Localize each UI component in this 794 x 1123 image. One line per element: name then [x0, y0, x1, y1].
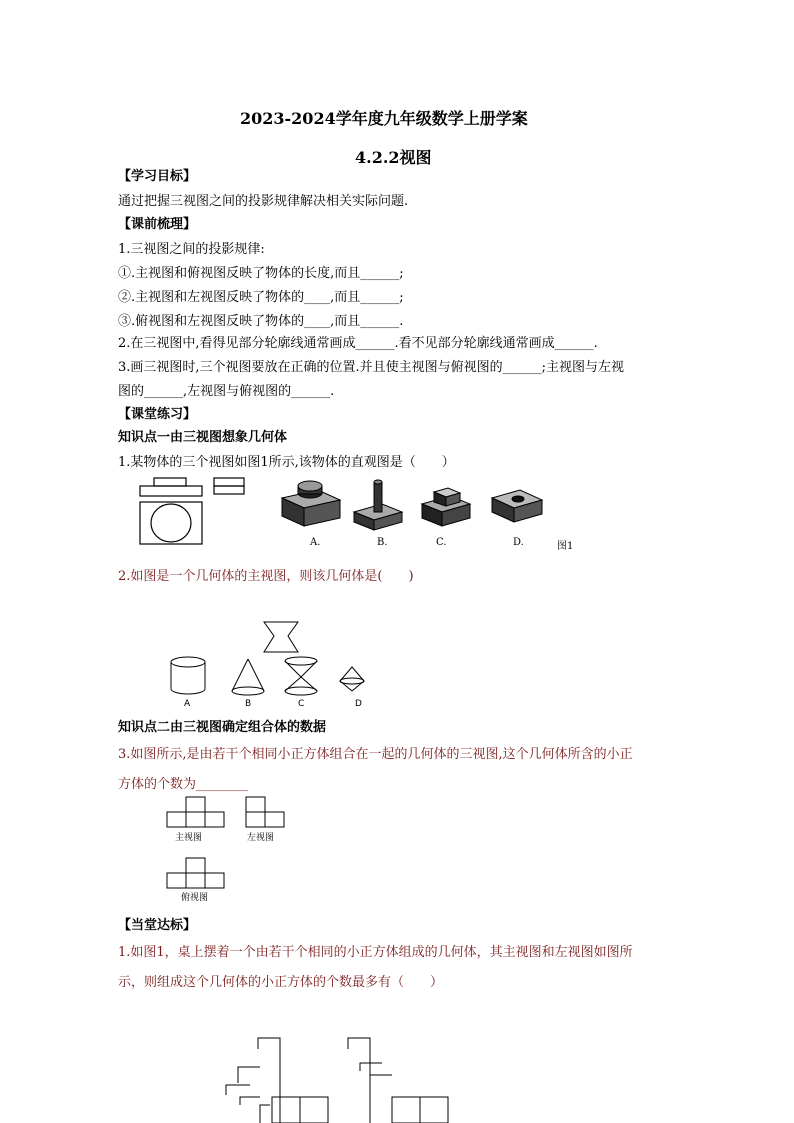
- stacked-cubes-figure: [220, 1035, 460, 1123]
- figure-caption: 图1: [557, 541, 574, 552]
- question-3: 3.如图所示,是由若干个相同小正方体组合在一起的几何体的三视图,这个几何体所含的小正: [118, 747, 633, 762]
- left-view-label: 左视图: [247, 833, 275, 843]
- knowledge-point-2: 知识点二由三视图确定组合体的数据: [118, 720, 327, 735]
- option-label: B.: [377, 537, 388, 548]
- option-label: C.: [436, 537, 447, 548]
- target-question-1: 1.如图1，桌上摆着一个由若干个相同的小正方体组成的几何体，其主视图和左视图如图所: [118, 945, 633, 960]
- option-a-solid: [280, 478, 350, 533]
- main-view-hourglass: [262, 620, 302, 656]
- question-1: 1.某物体的三个视图如图1所示,该物体的直观图是（ ）: [118, 455, 455, 470]
- review-line: ①.主视图和俯视图反映了物体的长度,而且______;: [118, 266, 404, 281]
- review-heading: 【课前梳理】: [118, 217, 197, 232]
- target-heading: 【当堂达标】: [118, 918, 197, 933]
- practice-heading: 【课堂练习】: [118, 407, 197, 422]
- review-line: 3.画三视图时,三个视图要放在正确的位置.并且使主视图与俯视图的______;主视图与左视: [118, 360, 625, 375]
- option-c-solid: [420, 478, 480, 533]
- option-b-solid: [352, 478, 412, 533]
- knowledge-point-1: 知识点一由三视图想象几何体: [118, 430, 288, 445]
- top-view-label: 俯视图: [181, 893, 209, 903]
- top-view-grid: [166, 856, 226, 890]
- review-line: ③.俯视图和左视图反映了物体的____,而且______.: [118, 314, 404, 329]
- option-label: D.: [513, 537, 524, 548]
- option-label: A: [184, 699, 191, 709]
- question-3-cont: 方体的个数为________: [118, 777, 249, 792]
- front-view-grid: [166, 795, 226, 829]
- page-title: 2023-2024学年度九年级数学上册学案: [240, 109, 528, 128]
- option-label: A.: [310, 537, 321, 548]
- option-d-solid: [488, 478, 548, 533]
- review-line: 图的______,左视图与俯视图的______.: [118, 384, 335, 399]
- q2-options-figure: [166, 655, 376, 700]
- three-views-figure: [138, 474, 248, 549]
- left-view-grid: [245, 795, 287, 829]
- review-line: 2.在三视图中,看得见部分轮廓线通常画成______.看不见部分轮廓线通常画成______.: [118, 336, 598, 351]
- option-label: C: [298, 699, 305, 709]
- option-label: D: [355, 699, 362, 709]
- review-line: ②.主视图和左视图反映了物体的____,而且______;: [118, 290, 404, 305]
- target-question-1-cont: 示，则组成这个几何体的小正方体的个数最多有（ ）: [118, 975, 444, 990]
- goals-heading: 【学习目标】: [118, 169, 197, 184]
- goals-text: 通过把握三视图之间的投影规律解决相关实际问题.: [118, 194, 409, 209]
- page-subtitle: 4.2.2视图: [355, 148, 432, 167]
- review-line: 1.三视图之间的投影规律:: [118, 242, 265, 257]
- option-label: B: [245, 699, 252, 709]
- front-view-label: 主视图: [175, 833, 203, 843]
- question-2: 2.如图是一个几何体的主视图，则该几何体是( ): [118, 569, 414, 584]
